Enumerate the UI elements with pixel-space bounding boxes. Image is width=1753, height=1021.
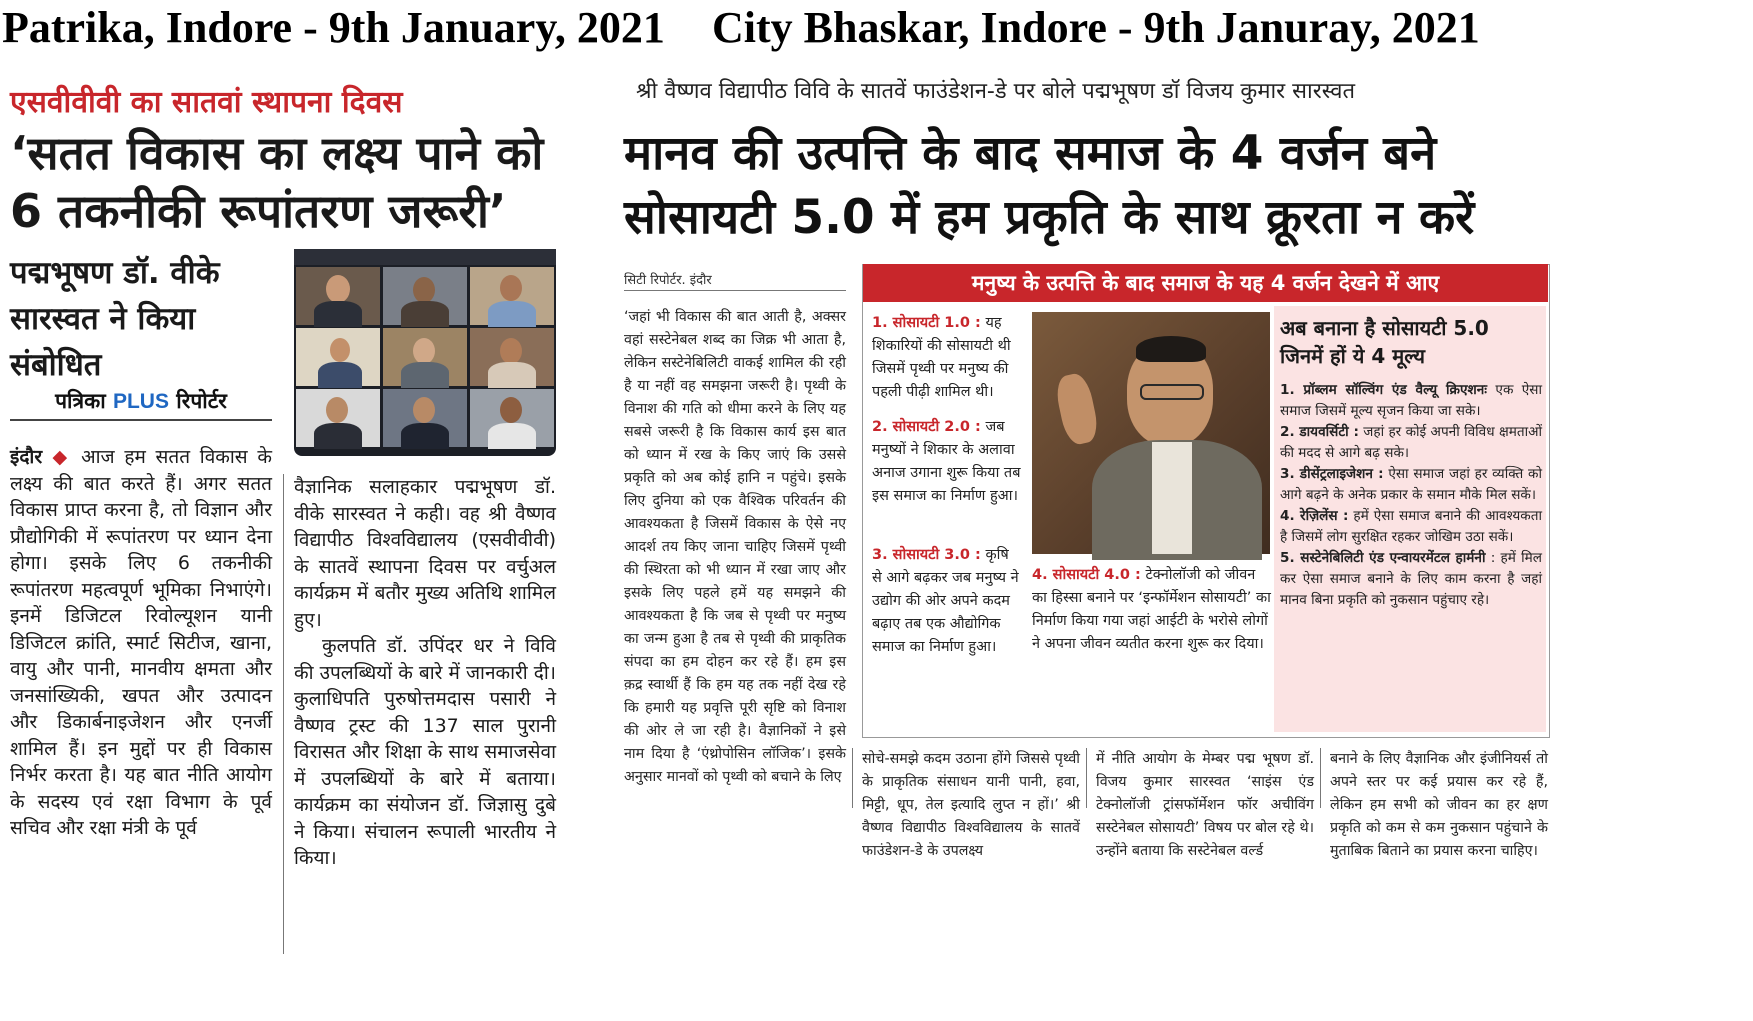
speaker-hair xyxy=(1136,336,1206,362)
patrika-col2-para1: वैज्ञानिक सलाहकार पद्मभूषण डॉ. वीके सारस्वत ने कही। वह श्री वैष्णव विद्यापीठ विश्वविद्यालय (एसवीवीवी) के सातवें स्थापना दिवस पर वर्चुअल कार्यक्रम में बतौर मुख्य अतिथि शामिल हुए। xyxy=(294,476,556,631)
video-tile xyxy=(470,389,554,447)
patrika-date-header: Patrika, Indore - 9th January, 2021 xyxy=(2,3,665,52)
speaker-hand xyxy=(1053,371,1101,447)
patrika-clipping xyxy=(0,64,598,1004)
dateline-marker: ◆ xyxy=(42,446,82,468)
video-tile xyxy=(470,267,554,325)
values-title-line1: अब बनाना है सोसायटी 5.0 xyxy=(1280,316,1489,340)
version-3 xyxy=(872,544,1022,659)
patrika-headline-line1: ‘सतत विकास का लक्ष्य पाने को xyxy=(10,126,544,180)
bhaskar-headline-line2: सोसायटी 5.0 में हम प्रकृति के साथ क्रूरता न करें xyxy=(624,190,1475,245)
byline-prefix: पत्रिका xyxy=(55,389,106,413)
value-3 xyxy=(1280,464,1542,506)
column-divider xyxy=(1320,748,1321,808)
patrika-headline xyxy=(10,124,543,240)
patrika-dateline: इंदौर xyxy=(10,446,43,468)
speaker-shirt xyxy=(1152,442,1192,554)
video-tile xyxy=(296,389,380,447)
society5-values-panel xyxy=(1274,306,1546,732)
version-3-text: कृषि से आगे बढ़कर जब मनुष्य ने उद्योग की ओर अपने कदम बढ़ाए तब एक औद्योगिक समाज का निर्माण हुआ। xyxy=(872,547,1019,655)
patrika-headline-line2: 6 तकनीकी रूपांतरण जरूरी’ xyxy=(10,184,507,238)
value-4-label: 4. रेज़िलेंस : xyxy=(1280,508,1349,524)
column-divider xyxy=(283,474,284,954)
bhaskar-column-4: बनाने के लिए वैज्ञानिक और इंजीनियर्स तो अपने स्तर पर कई प्रयास कर रहे हैं, लेकिन हम सभी को जीवन का हर क्षण प्रकृति को कम से कम नुकसान पहुंचाने के मुताबिक बिताने का प्रयास करना चाहिए। xyxy=(1330,751,1548,859)
bhaskar-headline-line1: मानव की उत्पत्ति के बाद समाज के 4 वर्जन बने xyxy=(624,126,1437,181)
patrika-kicker: एसवीवीवी का सातवां स्थापना दिवस xyxy=(10,85,403,120)
column-divider xyxy=(1086,748,1087,808)
value-1-text: एक ऐसा समाज जिसमें मूल्य सृजन किया जा सके। xyxy=(1280,382,1543,419)
video-tile xyxy=(296,328,380,386)
value-2-text: जहां हर कोई अपनी विविध क्षमताओं की मदद से आगे बढ़ सके। xyxy=(1280,424,1542,461)
value-3-text: ऐसा समाज जहां हर व्यक्ति को आगे बढ़ने के अनेक प्रकार के समान मौके मिल सकें। xyxy=(1280,466,1542,503)
value-1-label: 1. प्रॉब्लम सॉल्विंग एंड वैल्यू क्रिएशनः xyxy=(1280,382,1488,398)
speaker-glasses xyxy=(1140,384,1204,400)
version-2-label: 2. सोसायटी 2.0 : xyxy=(872,419,981,435)
version-3-label: 3. सोसायटी 3.0 : xyxy=(872,547,981,563)
value-4-text: हमें ऐसा समाज बनाने की आवश्यकता है जिसमें लोग सुरक्षित रहकर जोखिम उठा सकें। xyxy=(1280,508,1542,545)
column-divider xyxy=(852,748,853,808)
value-5 xyxy=(1280,548,1542,611)
version-1-label: 1. सोसायटी 1.0 : xyxy=(872,315,981,331)
bhaskar-column-1: ‘जहां भी विकास की बात आती है, अक्सर वहां सस्टेनेबल शब्द का जिक्र भी आता है, लेकिन सस्टेनेबिलिटी वाकई शामिल की रही है या नहीं वह समझना जरूरी है। पृथ्वी के विनाश की गति को धीमा करने के लिए यह सबसे जरूरी है कि विकास कार्य इस बात को ध्यान में रख के किए जाएं कि उससे प्रकृति को अब कोई हानि न पहुंचे। इसके लिए दुनिया को एक वैश्विक परिवर्तन की आवश्यकता है जिसमें विकास के ऐसे नए आदर्श तय किए जाना चाहिए जिसमें पृथ्वी की स्थिरता को भी ध्यान में रखा जाए और इसके लिए पहले हमें यह समझने की आवश्यकता है कि जब से पृथ्वी पर मनुष्य का जन्म हुआ है तब से पृथ्वी की प्राकृतिक संपदा का हम दोहन कर रहे हैं। हम इस क़द्र स्वार्थी हैं कि हम यह तक नहीं देख रहे कि हमारी यह प्रवृत्ति पूरी सृष्टि को विनाश की ओर ले जा रही है। वैज्ञानिकों ने इसे नाम दिया है ‘एंथ्रोपोसिन लॉजिक’। इसके अनुसार मानवों को पृथ्वी को बचाने के लिए xyxy=(624,309,846,785)
value-2 xyxy=(1280,422,1542,464)
bhaskar-column-3: में नीति आयोग के मेम्बर पद्म भूषण डॉ. विजय कुमार सारस्वत ‘साइंस एंड टेक्नोलॉजी ट्रांसफॉर्मेशन फॉर अचीविंग सस्टेनेबल सोसायटी’ विषय पर बोल रहे थे। उन्होंने बताया कि सस्टेनेबल वर्ल्ड xyxy=(1096,751,1314,859)
version-2-text: जब मनुष्यों ने शिकार के अलावा अनाज उगाना शुरू किया तब इस समाज का निर्माण हुआ। xyxy=(872,419,1021,504)
bhaskar-date-header: City Bhaskar, Indore - 9th Januray, 2021 xyxy=(712,3,1480,52)
value-3-label: 3. डीसेंट्रलाइजेशन : xyxy=(1280,466,1384,482)
value-5-label: 5. सस्टेनेबिलिटी एंड एन्वायरमेंटल हार्मनी xyxy=(1280,550,1486,566)
version-1 xyxy=(872,312,1022,404)
byline-suffix: रिपोर्टर xyxy=(176,389,227,413)
patrika-byline xyxy=(10,387,272,421)
video-tile xyxy=(383,267,467,325)
patrika-subhead: पद्मभूषण डॉ. वीके सारस्वत ने किया संबोधित xyxy=(10,255,220,383)
versions-box-title: मनुष्य के उत्पत्ति के बाद समाज के यह 4 वर्जन देखने में आए xyxy=(863,264,1548,302)
values-title-line2: जिनमें हों ये 4 मूल्य xyxy=(1280,344,1425,368)
values-list xyxy=(1280,380,1542,730)
value-4 xyxy=(1280,506,1542,548)
version-4-label: 4. सोसायटी 4.0 : xyxy=(1032,567,1141,583)
bhaskar-headline xyxy=(624,122,1474,250)
video-tile xyxy=(383,389,467,447)
patrika-col2-para2: कुलपति डॉ. उपिंदर धर ने विवि की उपलब्धियों के बारे में जानकारी दी। कुलाधिपति पुरुषोत्तमदास पसारी ने वैष्णव ट्रस्ट की 137 साल पुरानी विरासत और शिक्षा के साथ समाजसेवा में उपलब्धियों के बारे में बताया। कार्यक्रम का संयोजन डॉ. जिज्ञासु दुबे ने किया। संचालन रूपाली भारतीय ने किया। xyxy=(294,635,556,869)
patrika-column-2 xyxy=(294,474,556,960)
speaker-photo xyxy=(1032,312,1270,554)
values-title xyxy=(1280,314,1489,370)
bhaskar-reporter: सिटी रिपोर्टर. इंदौर xyxy=(624,273,712,288)
version-4-text: टेक्नोलॉजी को जीवन का हिस्सा बनाने पर ‘इन्फॉर्मेशन सोसायटी’ का निर्माण किया गया जहां आईटी के भरोसे लोगों ने अपना जीवन व्यतीत करना शुरू कर दिया। xyxy=(1032,567,1271,652)
version-1-text: यह शिकारियों की सोसायटी थी जिसमें पृथ्वी पर मनुष्य की पहली पीढ़ी शामिल थी। xyxy=(872,315,1011,400)
value-1 xyxy=(1280,380,1542,422)
video-top-bar xyxy=(294,249,556,265)
bhaskar-clipping xyxy=(606,64,1753,964)
version-2 xyxy=(872,416,1022,508)
patrika-col1-text: आज हम सतत विकास के लक्ष्य की बात करते हैं। अगर सतत विकास प्राप्त करना है, तो विज्ञान और प्रौद्योगिकी में रूपांतरण पर ध्यान देना होगा। इसके लिए 6 तकनीकी रूपांतरण महत्वपूर्ण भूमिका निभाएंगे। इनमें डिजिटल रिवोल्यूशन यानी डिजिटल क्रांति, स्मार्ट सिटीज, खाना, वायु और पानी, मानवीय क्षमता और जनसांख्यिकी, खपत और उत्पादन और डिकार्बनाइजेशन और एनर्जी शामिल हैं। इन मुद्दों पर ही विकास निर्भर करता है। यह बात नीति आयोग के सदस्य एवं रक्षा विभाग के पूर्व सचिव और रक्षा मंत्री के पूर्व xyxy=(10,446,272,839)
patrika-column-1 xyxy=(10,444,272,960)
value-5-text: : हमें मिल कर ऐसा समाज बनाने के लिए काम करना है जहां मानव बिना प्रकृति को नुकसान पहुंचाए रहे। xyxy=(1280,550,1542,608)
bhaskar-column-2: सोचे-समझे कदम उठाना होंगे जिससे पृथ्वी के प्राकृतिक संसाधन यानी पानी, हवा, मिट्टी, धूप, तेल इत्यादि लुप्त न हों।’ श्री वैष्णव विद्यापीठ विश्वविद्यालय के सातवें फाउंडेशन-डे के उपलक्ष्य xyxy=(862,751,1080,859)
bhaskar-kicker: श्री वैष्णव विद्यापीठ विवि के सातवें फाउंडेशन-डे पर बोले पद्मभूषण डॉ विजय कुमार सारस्वत xyxy=(636,79,1356,104)
video-conference-photo xyxy=(294,249,556,456)
video-tile xyxy=(296,267,380,325)
value-2-label: 2. डायवर्सिटी : xyxy=(1280,424,1359,440)
reporter-rule xyxy=(624,290,846,291)
version-4 xyxy=(1032,564,1272,656)
video-tile xyxy=(383,328,467,386)
byline-plus-logo: PLUS xyxy=(112,390,169,413)
video-tile xyxy=(470,328,554,386)
